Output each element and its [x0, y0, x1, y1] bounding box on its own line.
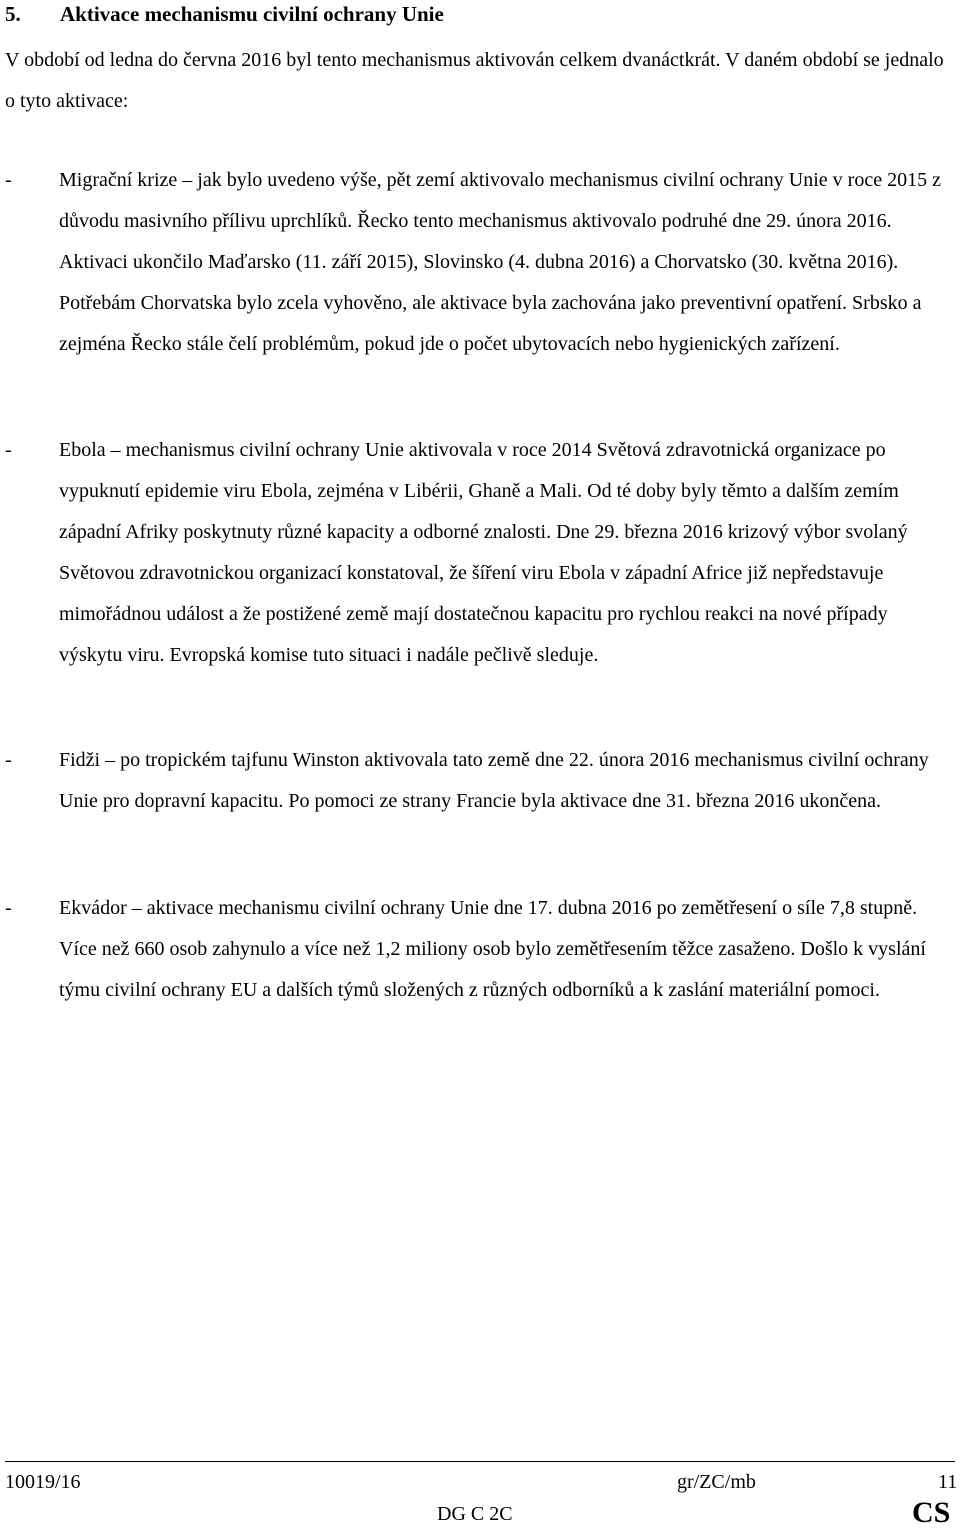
list-item-migration-crisis — [5, 160, 955, 365]
author-initials: gr/ZC/mb — [677, 1471, 756, 1493]
list-dash: - — [5, 439, 12, 461]
list-dash: - — [5, 897, 12, 919]
list-item-ecuador — [5, 888, 955, 1011]
list-item-text: Ebola – mechanismus civilní ochrany Unie aktivovala v roce 2014 Světová zdravotnická organizace po vypuknutí epidemie viru Ebola, zejména v Libérii, Ghaně a Mali. Od té doby byly těmto a dalším zemím západní Afriky poskytnuty různé kapacity a odborné znalosti. Dne 29. března 2016 krizový výbor svolaný Světovou zdravotnickou organizací konstatoval, že šíření viru Ebola v západní Africe již nepředstavuje mimořádnou událost a že postižené země mají dostatečnou kapacitu pro rychlou reakci na nové případy výskytu viru. Evropská komise tuto situaci i nadále pečlivě sleduje. — [59, 439, 908, 666]
list-dash: - — [5, 749, 12, 771]
list-item-text: Fidži – po tropickém tajfunu Winston aktivovala tato země dne 22. února 2016 mechanismus civilní ochrany Unie pro dopravní kapacitu. Po pomoci ze strany Francie byla aktivace dne 31. března 2016 ukončena. — [59, 749, 929, 812]
intro-paragraph: V období od ledna do června 2016 byl tento mechanismus aktivován celkem dvanáctkrát. V daném období se jednalo o tyto aktivace: — [5, 49, 944, 112]
footer-divider — [5, 1461, 955, 1462]
page-number: 11 — [938, 1471, 958, 1493]
directorate-code: DG C 2C — [437, 1503, 513, 1525]
list-item-text: Ekvádor – aktivace mechanismu civilní ochrany Unie dne 17. dubna 2016 po zemětřesení o síle 7,8 stupně. Více než 660 osob zahynulo a více než 1,2 miliony osob bylo zemětřesením těžce zasaženo. Došlo k vyslání týmu civilní ochrany EU a dalších týmů složených z různých odborníků a k zaslání materiální pomoci. — [59, 897, 926, 1001]
document-reference: 10019/16 — [5, 1471, 81, 1493]
list-item-ebola — [5, 430, 955, 676]
section-number: 5. — [5, 2, 21, 26]
list-dash: - — [5, 169, 12, 191]
list-item-text: Migrační krize – jak bylo uvedeno výše, pět zemí aktivovalo mechanismus civilní ochrany Unie v roce 2015 z důvodu masivního přílivu uprchlíků. Řecko tento mechanismus aktivovalo podruhé dne 29. února 2016. Aktivaci ukončilo Maďarsko (11. září 2015), Slovinsko (4. dubna 2016) a Chorvatsko (30. května 2016). Potřebám Chorvatska bylo zcela vyhověno, ale aktivace byla zachována jako preventivní opatření. Srbsko a zejména Řecko stále čelí problémům, pokud jde o počet ubytovacích nebo hygienických zařízení. — [59, 169, 941, 355]
language-code: CS — [912, 1496, 951, 1529]
list-item-fiji — [5, 740, 955, 822]
section-title: Aktivace mechanismu civilní ochrany Unie — [60, 2, 444, 26]
